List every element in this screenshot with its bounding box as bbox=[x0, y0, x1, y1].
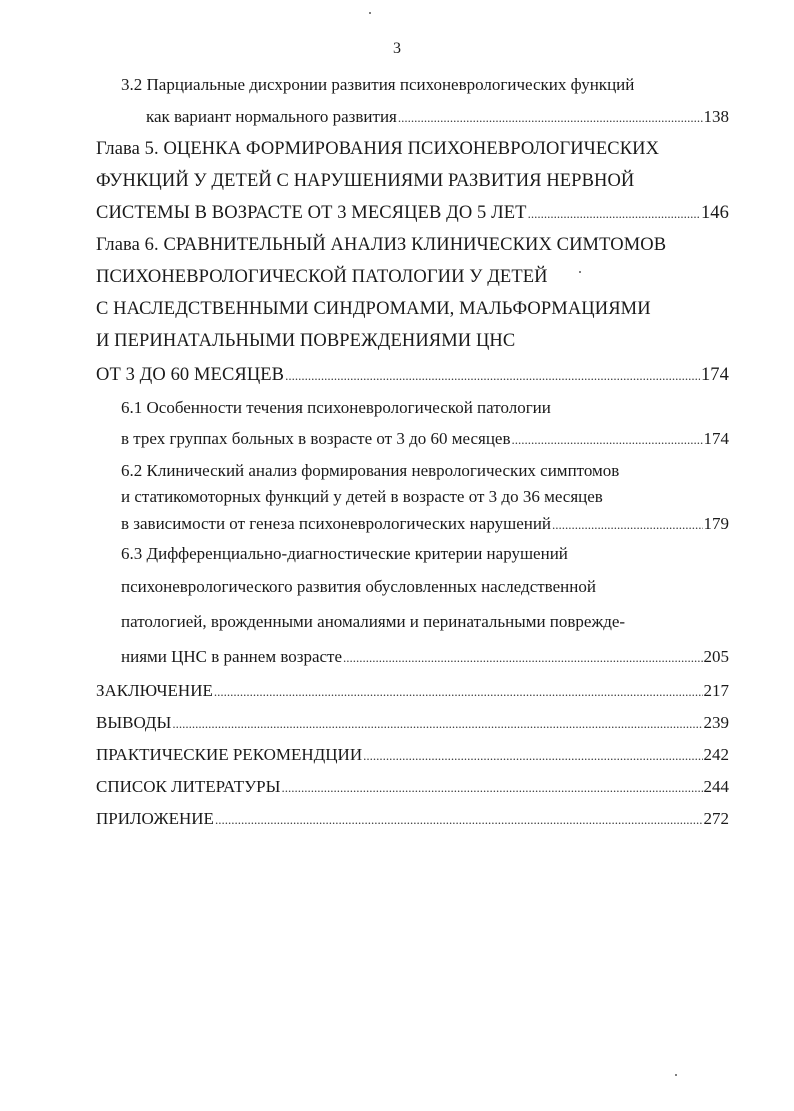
scan-speck bbox=[369, 12, 371, 14]
page-number: 3 bbox=[393, 40, 401, 57]
scan-speck bbox=[579, 271, 581, 273]
leader-dots bbox=[214, 685, 703, 698]
toc-3-2-line-2: как вариант нормального развития bbox=[146, 107, 397, 126]
toc-ch6-line-3: С НАСЛЕДСТВЕННЫМИ СИНДРОМАМИ, МАЛЬФОРМАЦИЯМИ bbox=[96, 299, 651, 319]
toc-6-2-page: 179 bbox=[703, 514, 729, 533]
toc-6-3-line-1: 6.3 Дифференциально-диагностические критерии нарушений bbox=[121, 544, 568, 563]
leader-dots bbox=[528, 207, 700, 220]
toc-3-2-page: 138 bbox=[703, 107, 729, 126]
toc-ch6-line-5: ОТ 3 ДО 60 МЕСЯЦЕВ bbox=[96, 365, 285, 385]
toc-3-2-line-1: 3.2 Парциальные дисхронии развития психоневрологических функций bbox=[121, 75, 635, 94]
toc-conclusion-page: 217 bbox=[703, 681, 729, 700]
toc-ch5-entry[interactable] bbox=[96, 204, 729, 223]
toc-6-3-page: 205 bbox=[703, 647, 729, 666]
leader-dots bbox=[281, 781, 702, 794]
toc-6-2-entry[interactable] bbox=[121, 515, 729, 532]
toc-6-1-line-1: 6.1 Особенности течения психоневрологической патологии bbox=[121, 398, 551, 417]
toc-ch5-page: 146 bbox=[700, 203, 729, 223]
toc-6-1-line-2: в трех группах больных в возрасте от 3 до 60 месяцев bbox=[121, 429, 511, 448]
leader-dots bbox=[398, 111, 703, 124]
toc-6-3-entry[interactable] bbox=[121, 648, 729, 665]
toc-ch6-line-2: ПСИХОНЕВРОЛОГИЧЕСКОЙ ПАТОЛОГИИ У ДЕТЕЙ bbox=[96, 267, 548, 287]
toc-appendix-page: 272 bbox=[703, 809, 729, 828]
toc-ch6-page: 174 bbox=[700, 365, 729, 385]
toc-conclusion[interactable] bbox=[96, 682, 729, 699]
toc-appendix[interactable] bbox=[96, 810, 729, 827]
toc-6-3-line-3: патологией, врожденными аномалиями и перинатальными поврежде- bbox=[121, 612, 626, 631]
toc-6-2-line-3: в зависимости от генеза психоневрологических нарушений bbox=[121, 514, 552, 533]
leader-dots bbox=[363, 749, 702, 762]
leader-dots bbox=[172, 717, 702, 730]
leader-dots bbox=[215, 813, 703, 826]
toc-findings[interactable] bbox=[96, 714, 729, 731]
toc-ch5-line-1: Глава 5. ОЦЕНКА ФОРМИРОВАНИЯ ПСИХОНЕВРОЛОГИЧЕСКИХ bbox=[96, 139, 660, 159]
toc-6-2-line-1: 6.2 Клинический анализ формирования неврологических симптомов bbox=[121, 461, 620, 480]
toc-recommendations-page: 242 bbox=[703, 745, 729, 764]
toc-appendix-label: ПРИЛОЖЕНИЕ bbox=[96, 809, 214, 828]
leader-dots bbox=[552, 518, 702, 531]
leader-dots bbox=[512, 433, 703, 446]
toc-6-2-line-2: и статикомоторных функций у детей в возрасте от 3 до 36 месяцев bbox=[121, 487, 603, 506]
toc-ch5-line-3: СИСТЕМЫ В ВОЗРАСТЕ ОТ 3 МЕСЯЦЕВ ДО 5 ЛЕТ bbox=[96, 203, 527, 223]
leader-dots bbox=[285, 369, 700, 382]
toc-3-2-entry[interactable] bbox=[146, 108, 729, 125]
toc-references-label: СПИСОК ЛИТЕРАТУРЫ bbox=[96, 777, 281, 796]
toc-references-page: 244 bbox=[703, 777, 729, 796]
scan-speck bbox=[675, 1074, 677, 1076]
toc-references[interactable] bbox=[96, 778, 729, 795]
toc-conclusion-label: ЗАКЛЮЧЕНИЕ bbox=[96, 681, 213, 700]
toc-ch6-entry[interactable] bbox=[96, 366, 729, 385]
toc-ch6-line-1: Глава 6. СРАВНИТЕЛЬНЫЙ АНАЛИЗ КЛИНИЧЕСКИХ СИМТОМОВ bbox=[96, 235, 667, 255]
toc-recommendations-label: ПРАКТИЧЕСКИЕ РЕКОМЕНДЦИИ bbox=[96, 745, 363, 764]
toc-6-1-entry[interactable] bbox=[121, 430, 729, 447]
toc-6-3-line-4: ниями ЦНС в раннем возрасте bbox=[121, 647, 343, 666]
toc-6-1-page: 174 bbox=[703, 429, 729, 448]
toc-recommendations[interactable] bbox=[96, 746, 729, 763]
toc-findings-label: ВЫВОДЫ bbox=[96, 713, 172, 732]
toc-ch6-line-4: И ПЕРИНАТАЛЬНЫМИ ПОВРЕЖДЕНИЯМИ ЦНС bbox=[96, 331, 516, 351]
toc-ch5-line-2: ФУНКЦИЙ У ДЕТЕЙ С НАРУШЕНИЯМИ РАЗВИТИЯ НЕРВНОЙ bbox=[96, 171, 635, 191]
toc-6-3-line-2: психоневрологического развития обусловленных наследственной bbox=[121, 577, 596, 596]
toc-findings-page: 239 bbox=[703, 713, 729, 732]
leader-dots bbox=[343, 651, 702, 664]
